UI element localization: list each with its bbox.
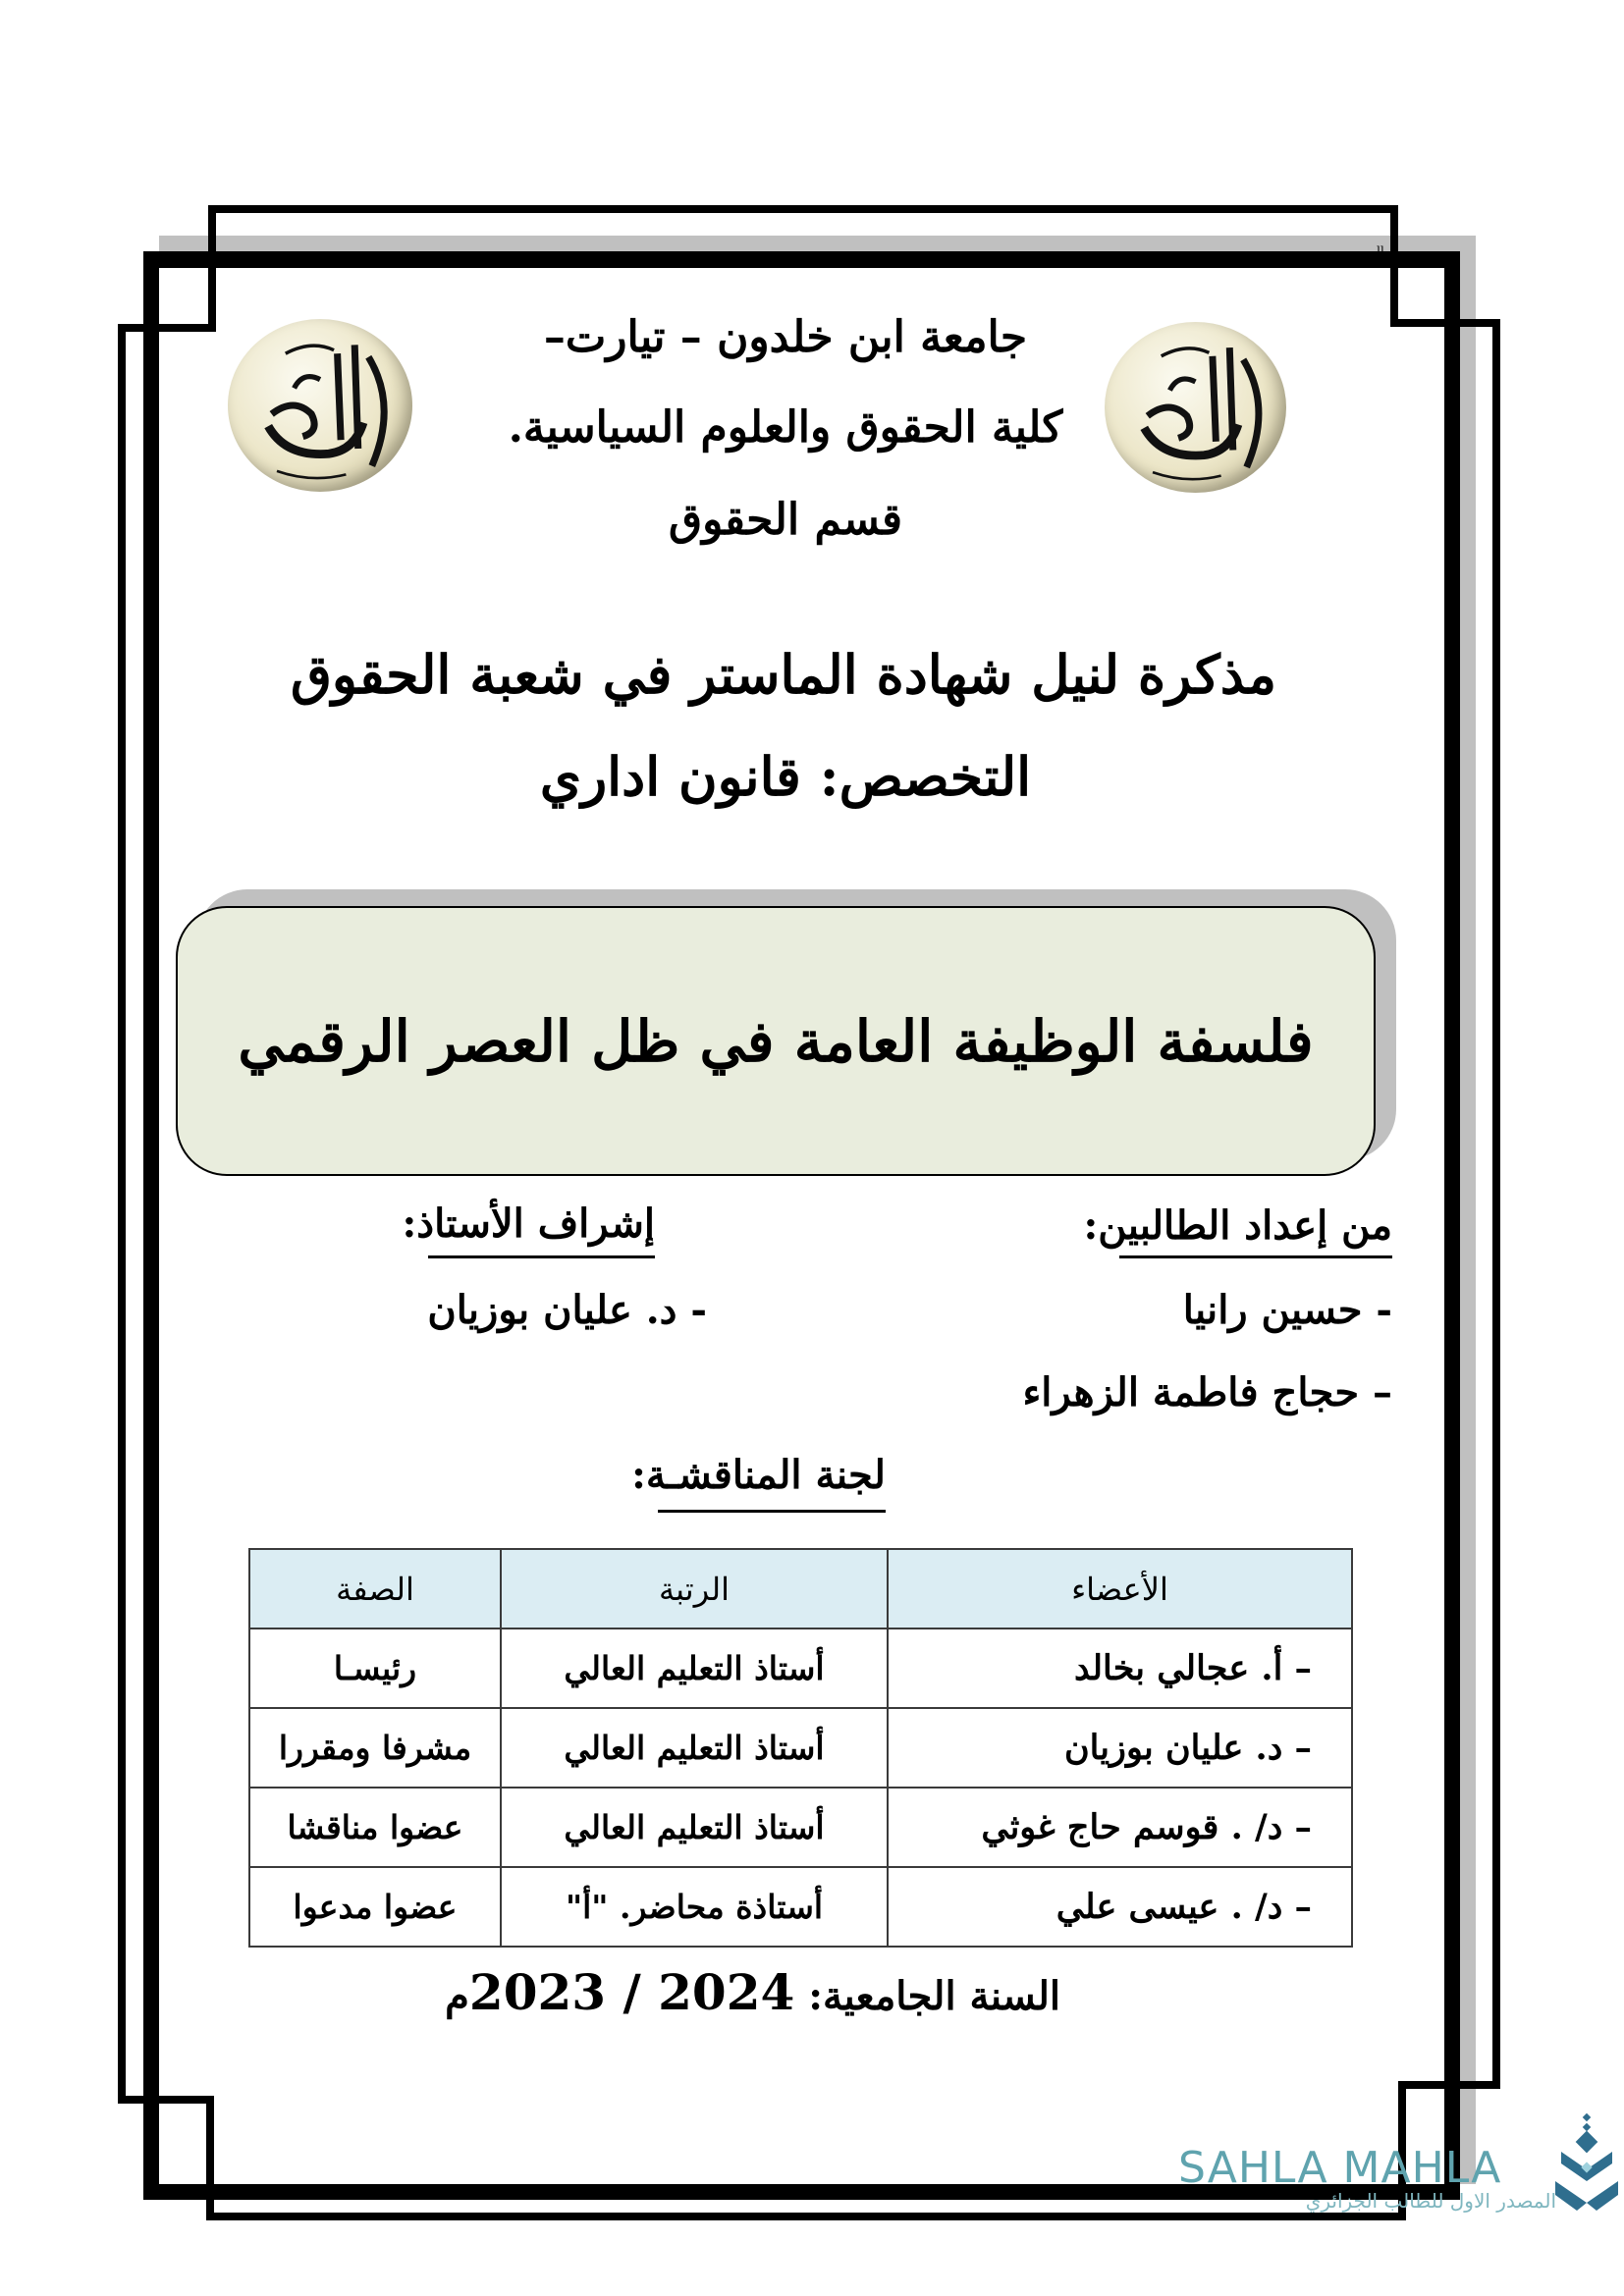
supervisor-name: - د. عليان بوزيان [427,1287,707,1333]
academic-year-value: 2023 / 2024 [468,1963,795,2021]
thesis-title-box [176,906,1376,1176]
watermark-tagline: المصدر الاول للطالب الجزائري [1305,2189,1556,2213]
frame-thin-left [118,324,126,2104]
committee-table [248,1548,1353,1948]
student-name-1: - حسين رانيا [1182,1287,1392,1333]
frame-thin-bottom-left-drop [206,2096,214,2220]
students-heading-underline [1119,1255,1392,1258]
member-role: عضوا مناقشا [249,1788,501,1867]
frame-thin-top-right-drop [1390,205,1398,327]
frame-thin-bottom-left-step [118,2096,214,2104]
member-name: – أ. عجالي بخالد [888,1629,1352,1708]
sahla-mahla-logo-icon [1551,2112,1622,2220]
frame-thick-left [143,251,159,2200]
member-name: – د/ . قوسم حاج غوثي [888,1788,1352,1867]
member-name: – د/ . عيسى علي [888,1867,1352,1947]
frame-thin-bottom-right-step [1398,2081,1500,2089]
frame-thick-top [143,251,1460,268]
table-row [249,1629,1352,1708]
frame-thin-bottom [206,2213,1406,2220]
specialty-line: التخصص: قانون اداري [539,745,1032,808]
committee-heading: لجنة المناقشـة: [631,1452,886,1498]
member-role: مشرفا ومقررا [249,1708,501,1788]
column-header-members: الأعضاء [888,1549,1352,1629]
department-name: قسم الحقوق [668,495,903,545]
university-name: جامعة ابن خلدون – تيارت– [543,312,1028,362]
member-rank: أستاذة محاضر. "أ" [501,1867,888,1947]
stray-mark: ıı [1377,241,1384,255]
faculty-name: كلية الحقوق والعلوم السياسية. [508,402,1063,453]
thesis-title: فلسفة الوظيفة العامة في ظل العصر الرقمي [238,1007,1314,1075]
frame-shadow-top [159,236,1476,252]
academic-year-label: السنة الجامعية: [808,1973,1060,2019]
column-header-rank: الرتبة [501,1549,888,1629]
academic-year [445,1963,1060,2026]
member-name: – د. عليان بوزيان [888,1708,1352,1788]
frame-thin-right [1492,319,1500,2088]
frame-thin-top [208,205,1397,213]
frame-thin-right-step [1390,319,1500,327]
frame-thin-left-step [118,324,216,332]
watermark-brand: SAHLA MAHLA [1178,2143,1502,2193]
frame-shadow-right [1460,236,1476,2184]
student-name-2: – حجاج فاطمة الزهراء [1022,1369,1392,1415]
member-rank: أستاذ التعليم العالي [501,1788,888,1867]
member-role: رئيسـا [249,1629,501,1708]
frame-thick-right [1444,251,1460,2200]
university-seal-icon [228,319,412,492]
committee-heading-underline [658,1510,886,1513]
committee-table-header [249,1549,1352,1629]
degree-line: مذكرة لنيل شهادة الماستر في شعبة الحقوق [291,643,1276,706]
supervisor-heading: إشراف الأستاذ: [402,1201,655,1247]
table-row [249,1788,1352,1867]
table-row [249,1867,1352,1947]
member-role: عضوا مدعوا [249,1867,501,1947]
frame-thin-top-left-drop [208,205,216,331]
university-seal-left [228,319,412,492]
member-rank: أستاذ التعليم العالي [501,1708,888,1788]
students-heading: من إعداد الطالبين: [1083,1202,1392,1249]
supervisor-heading-underline [428,1255,655,1258]
academic-year-suffix: م [445,1973,469,2019]
table-row [249,1708,1352,1788]
column-header-role: الصفة [249,1549,501,1629]
member-rank: أستاذ التعليم العالي [501,1629,888,1708]
